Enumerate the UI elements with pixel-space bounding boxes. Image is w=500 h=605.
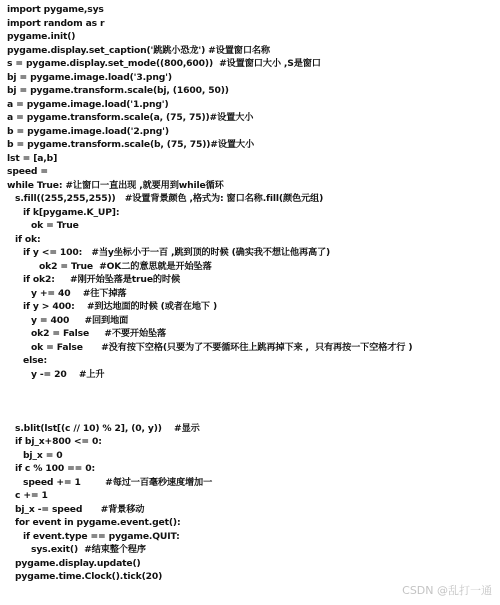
code-line: if ok: [15, 233, 41, 245]
code-line: if bj_x+800 <= 0: [15, 436, 102, 447]
code-line: s.fill((255,255,255)) #设置背景颜色 ,格式为: 窗口名称.fill(颜色元组) [15, 193, 324, 204]
code-line: a = pygame.transform.scale(a, (75, 75))#设置大小 [7, 112, 254, 123]
code-line: if k[pygame.K_UP]: [23, 206, 120, 218]
code-line: speed += 1 #每过一百毫秒速度增加一 [23, 476, 213, 488]
code-line: speed = [7, 166, 48, 177]
code-line: pygame.init() [7, 31, 76, 42]
csdn-watermark: CSDN @乱打一通 [402, 584, 492, 597]
code-line: while True: #让窗口一直出现 ,就要用到while循环 [7, 179, 224, 191]
code-line: lst = [a,b] [7, 152, 58, 164]
code-line: pygame.display.set_caption('跳跳小恐龙') #设置窗口名称 [7, 44, 270, 56]
code-line: b = pygame.transform.scale(b, (75, 75))#设置大小 [7, 139, 255, 150]
code-line: if y <= 100: #当y坐标小于一百 ,跳到顶的时候 (确实我不想让他再高了) [23, 247, 331, 258]
code-line: bj_x -= speed #背景移动 [15, 503, 145, 515]
code-line: sys.exit() #结束整个程序 [31, 544, 146, 555]
code-line: s = pygame.display.set_mode((800,600)) #设置窗口大小 ,S是窗口 [7, 58, 321, 69]
code-line: ok2 = False #不要开始坠落 [31, 328, 167, 339]
code-line: bj = pygame.image.load('3.png') [7, 71, 172, 83]
code-line: s.blit(lst[(c // 10) % 2], (0, y)) #显示 [15, 422, 200, 434]
code-line: ok = True [31, 220, 79, 231]
code-line: y = 400 #回到地面 [31, 314, 129, 326]
code-line: ok = False #没有按下空格(只要为了不要循环往上跳再掉下来 , 只有再按一下空格才行 ) [31, 341, 413, 353]
code-line: if event.type == pygame.QUIT: [23, 530, 180, 542]
code-line: ok2 = True #OK二的意思就是开始坠落 [39, 260, 212, 272]
code-line: a = pygame.image.load('1.png') [7, 98, 169, 110]
code-line: bj = pygame.transform.scale(bj, (1600, 50)) [7, 85, 229, 96]
code-line: import random as r [7, 17, 105, 29]
code-line: else: [23, 355, 48, 366]
code-line: if ok2: #刚开始坠落是true的时候 [23, 274, 181, 285]
code-line: y += 40 #往下掉落 [31, 287, 127, 299]
code-line: for event in pygame.event.get(): [15, 517, 181, 528]
code-line: if y > 400: #到达地面的时候 (或者在地下 ) [23, 301, 218, 312]
code-line: import pygame,sys [7, 4, 104, 15]
code-line: c += 1 [15, 490, 48, 501]
code-line: b = pygame.image.load('2.png') [7, 125, 169, 137]
code-line: pygame.display.update() [15, 557, 141, 569]
code-line: if c % 100 == 0: [15, 463, 96, 474]
code-line: y -= 20 #上升 [31, 368, 105, 380]
code-line: bj_x = 0 [23, 449, 63, 461]
code-line: pygame.time.Clock().tick(20) [15, 571, 163, 582]
